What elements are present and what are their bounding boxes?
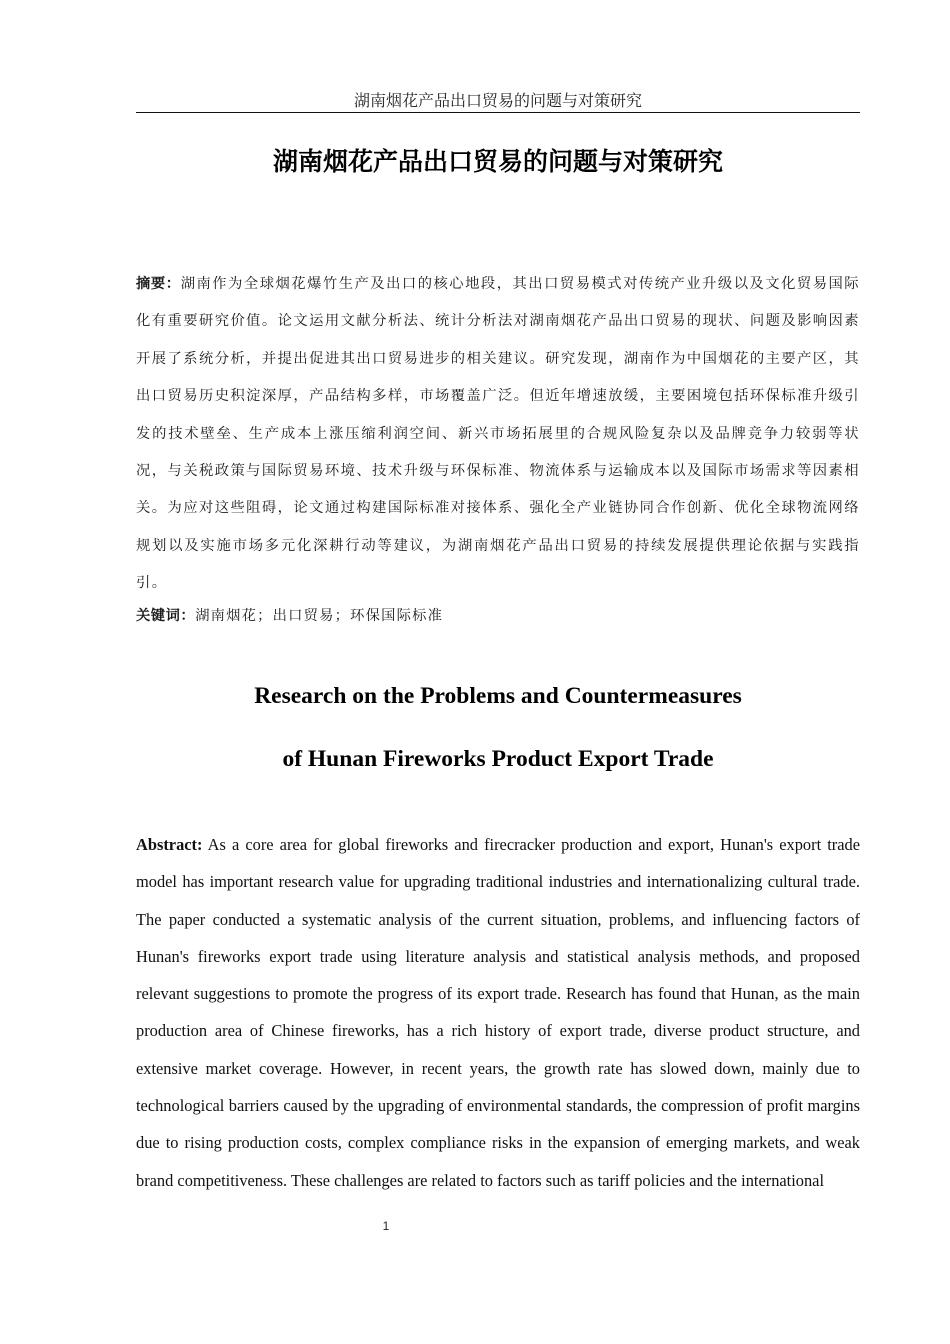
chinese-abstract-label: 摘要： [136,276,181,292]
page-number: 1 [382,1219,390,1233]
chinese-keywords [136,602,860,630]
chinese-keywords-label: 关键词： [136,608,196,624]
chinese-abstract-text: 湖南作为全球烟花爆竹生产及出口的核心地段，其出口贸易模式对传统产业升级以及文化贸易国际化有重要研究价值。论文运用文献分析法、统计分析法对湖南烟花产品出口贸易的现状、问题及影响因素开展了系统分析，并提出促进其出口贸易进步的相关建议。研究发现，湖南作为中国烟花的主要产区，其出口贸易历史积淀深厚，产品结构多样，市场覆盖广泛。但近年增速放缓，主要困境包括环保标准升级引发的技术壁垒、生产成本上涨压缩利润空间、新兴市场拓展里的合规风险复杂以及品牌竞争力较弱等状况，与关税政策与国际贸易环境、技术升级与环保标准、物流体系与运输成本以及国际市场需求等因素相关。为应对这些阻碍，论文通过构建国际标准对接体系、强化全产业链协同合作创新、优化全球物流网络规划以及实施市场多元化深耕行动等建议，为湖南烟花产品出口贸易的持续发展提供理论依据与实践指引。 [136,276,860,592]
english-title-line-1: Research on the Problems and Countermeasures [254,683,742,709]
running-header: 湖南烟花产品出口贸易的问题与对策研究 [353,91,642,110]
chinese-title: 湖南烟花产品出口贸易的问题与对策研究 [272,147,723,176]
english-title-line-2: of Hunan Fireworks Product Export Trade [282,746,714,772]
english-abstract-text: As a core area for global fireworks and firecracker production and export, Hunan's export trade model has important research value for upgrading traditional industries and internationalizing cultural trade. The paper conducted a systematic analysis of the current situation, problems, and influencing factors of Hunan's fireworks export trade using literature analysis and statistical analysis methods, and proposed relevant suggestions to promote the progress of its export trade. Research has found that Hunan, as the main production area of Chinese fireworks, has a rich history of export trade, diverse product structure, and extensive market coverage. However, in recent years, the growth rate has slowed down, mainly due to technological barriers caused by the upgrading of environmental standards, the compression of profit margins due to rising production costs, complex compliance risks in the expansion of emerging markets, and weak brand competitiveness. These challenges are related to factors such as tariff policies and the international [136,835,860,1190]
english-abstract [136,826,860,1199]
chinese-abstract [136,266,860,603]
chinese-keywords-text: 湖南烟花；出口贸易；环保国际标准 [195,608,444,624]
english-abstract-label: Abstract: [136,835,203,854]
header-divider [136,112,860,113]
